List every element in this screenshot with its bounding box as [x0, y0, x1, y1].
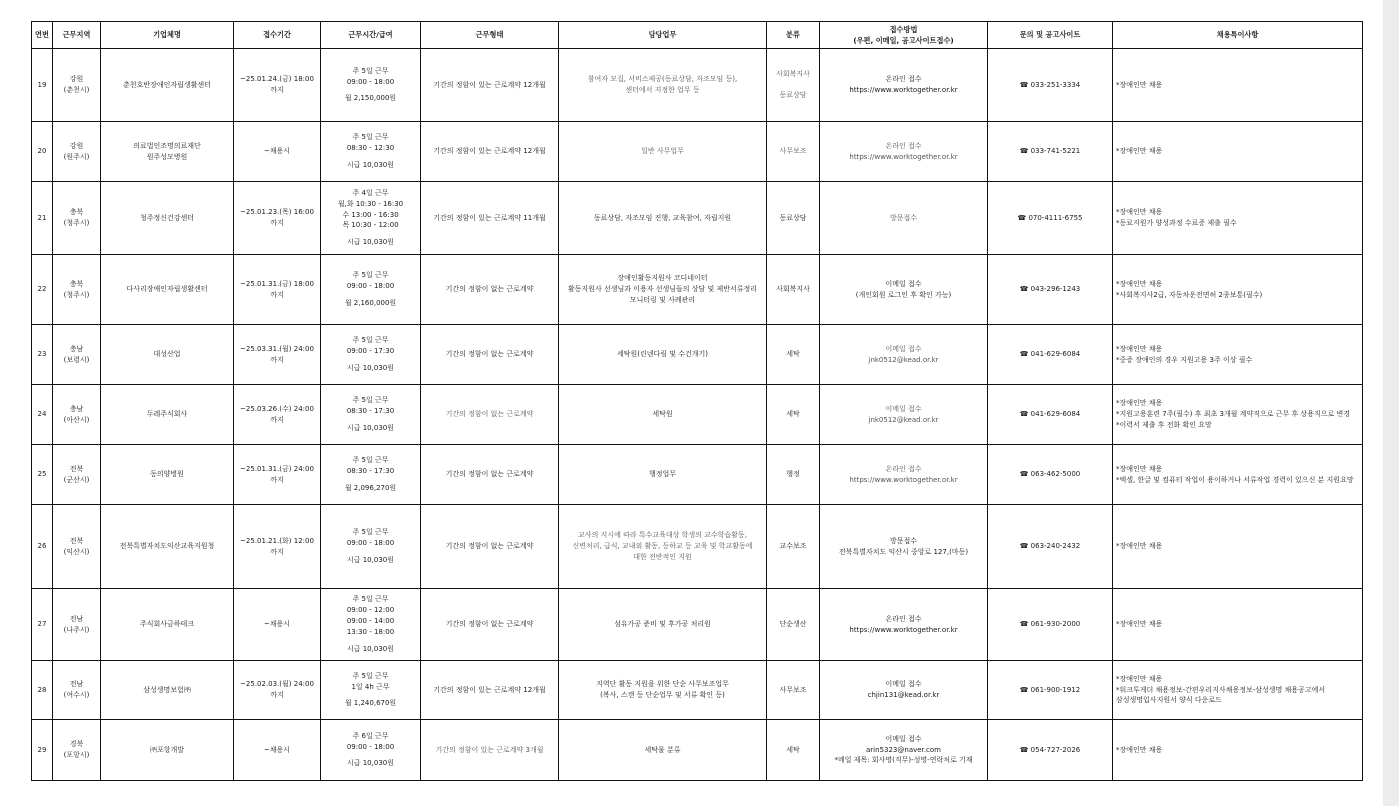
- cell-category: 세탁: [767, 325, 820, 385]
- cell-hours-pay: [321, 255, 421, 325]
- cell-company: 의료법인조명의료재단 원주성모병원: [101, 122, 234, 182]
- cell-no: 28: [32, 661, 53, 720]
- cell-method: 이메일 접수 (개인회원 로그인 후 확인 가능): [820, 255, 988, 325]
- job-listing-table: [31, 21, 1363, 781]
- cell-type: 기간의 정함이 있는 근로계약 11개월: [421, 182, 559, 255]
- pay-text: 시급 10,030원: [346, 363, 394, 372]
- hours-text: 주 5일 근무 09:00 - 18:00: [346, 271, 395, 291]
- cell-contact: ☎ 041-629-6084: [988, 385, 1113, 445]
- cell-duty: 섬유가공 준비 및 후가공 처리원: [559, 589, 767, 661]
- table-row: [32, 182, 1363, 255]
- header-no: 연번: [32, 22, 53, 49]
- cell-notes: *장애인만 채용: [1113, 122, 1363, 182]
- cell-category: 교수보조: [767, 505, 820, 589]
- header-period: 접수기간: [234, 22, 321, 49]
- hours-text: 주 5일 근무 08:30 - 17:30: [346, 456, 395, 476]
- cell-no: 25: [32, 445, 53, 505]
- cell-period: ~채용시: [234, 122, 321, 182]
- table-row: [32, 661, 1363, 720]
- cell-no: 20: [32, 122, 53, 182]
- cell-contact: ☎ 061-930-2000: [988, 589, 1113, 661]
- cell-category: 사회복지사 동료상담: [767, 49, 820, 122]
- cell-hours-pay: [321, 49, 421, 122]
- cell-hours-pay: [321, 122, 421, 182]
- cell-contact: ☎ 033-741-5221: [988, 122, 1113, 182]
- cell-notes: *장애인만 채용 *엑셀, 한글 및 컴퓨터 작업이 용이하거나 서류작업 경력이 있으신 분 지원요망: [1113, 445, 1363, 505]
- table-row: [32, 385, 1363, 445]
- cell-notes: *장애인만 채용 *중증 장애인의 경우 지원고용 3주 이상 필수: [1113, 325, 1363, 385]
- cell-company: ㈜포항개발: [101, 720, 234, 781]
- cell-method: 온라인 접수 https://www.worktogether.or.kr: [820, 122, 988, 182]
- cell-no: 24: [32, 385, 53, 445]
- cell-type: 기간의 정함이 없는 근로계약: [421, 255, 559, 325]
- pay-text: 시급 10,030원: [346, 759, 394, 768]
- pay-text: 시급 10,030원: [346, 555, 394, 564]
- table-row: [32, 255, 1363, 325]
- table-row: [32, 49, 1363, 122]
- header-company: 기업체명: [101, 22, 234, 49]
- cell-category: 사무보조: [767, 661, 820, 720]
- cell-period: ~채용시: [234, 720, 321, 781]
- cell-company: 삼성생명보험㈜: [101, 661, 234, 720]
- cell-method: 이메일 접수 jnk0512@kead.or.kr: [820, 385, 988, 445]
- cell-method: 이메일 접수 arin5323@naver.com *메일 제목: 회사명(직무)-성명-연락처로 기재: [820, 720, 988, 781]
- cell-no: 19: [32, 49, 53, 122]
- cell-contact: ☎ 070-4111-6755: [988, 182, 1113, 255]
- cell-type: 기간의 정함이 있는 근로계약 12개월: [421, 661, 559, 720]
- cell-region: 충북 (청주시): [53, 182, 101, 255]
- cell-contact: ☎ 063-462-5000: [988, 445, 1113, 505]
- cell-duty: 장애인활동지원사 코디네이터 활동지원사 선생님과 이용자 선생님들의 상담 및 제반서류정리 모니터링 및 사례관리: [559, 255, 767, 325]
- cell-region: 전남 (여수시): [53, 661, 101, 720]
- cell-period: ~채용시: [234, 589, 321, 661]
- table-row: [32, 122, 1363, 182]
- cell-contact: ☎ 041-629-6084: [988, 325, 1113, 385]
- cell-notes: *장애인만 채용: [1113, 505, 1363, 589]
- cell-method: 이메일 접수 chjin131@kead.or.kr: [820, 661, 988, 720]
- cell-duty: 참여자 모집, 서비스제공(동료상담, 자조모임 등), 센터에서 지정한 업무 등: [559, 49, 767, 122]
- cell-company: 두레주식회사: [101, 385, 234, 445]
- cell-hours-pay: [321, 182, 421, 255]
- cell-company: 동의양병원: [101, 445, 234, 505]
- header-category: 분류: [767, 22, 820, 49]
- cell-category: 세탁: [767, 385, 820, 445]
- cell-region: 경북 (포항시): [53, 720, 101, 781]
- cell-duty: 일반 사무업무: [559, 122, 767, 182]
- cell-notes: *장애인만 채용 *사회복지사2급, 자동차운전면허 2종보통(필수): [1113, 255, 1363, 325]
- cell-contact: ☎ 063-240-2432: [988, 505, 1113, 589]
- cell-duty: 교사의 지시에 따라 특수교육대상 학생의 교수학습활동, 신변처리, 급식, 교내외 활동, 등하교 등 교육 및 학교활동에 대한 전반적인 지원: [559, 505, 767, 589]
- cell-region: 전북 (익산시): [53, 505, 101, 589]
- cell-region: 전북 (군산시): [53, 445, 101, 505]
- header-contact: 문의 및 공고사이트: [988, 22, 1113, 49]
- cell-type: 기간의 정함이 없는 근로계약: [421, 325, 559, 385]
- cell-notes: *장애인만 채용: [1113, 720, 1363, 781]
- cell-type: 기간의 정함이 없는 근로계약: [421, 445, 559, 505]
- cell-period: ~25.01.24.(금) 18:00까지: [234, 49, 321, 122]
- table-row: [32, 325, 1363, 385]
- cell-contact: ☎ 061-900-1912: [988, 661, 1113, 720]
- cell-duty: 세탁원: [559, 385, 767, 445]
- cell-company: 춘천호반장애인자립생활센터: [101, 49, 234, 122]
- cell-notes: *장애인만 채용: [1113, 589, 1363, 661]
- cell-region: 전남 (나주시): [53, 589, 101, 661]
- cell-period: ~25.01.23.(목) 16:00까지: [234, 182, 321, 255]
- cell-no: 21: [32, 182, 53, 255]
- cell-period: ~25.01.21.(화) 12:00까지: [234, 505, 321, 589]
- cell-company: 전북특별자치도익산교육지원청: [101, 505, 234, 589]
- hours-text: 주 4일 근무 월,화 10:30 - 16:30 수 13:00 - 16:30 목 10:30 - 12:00: [337, 188, 404, 230]
- cell-type: 기간의 정함이 없는 근로계약: [421, 589, 559, 661]
- cell-type: 기간의 정함이 없는 근로계약: [421, 505, 559, 589]
- cell-period: ~25.01.31.(금) 24:00까지: [234, 445, 321, 505]
- table-row: [32, 445, 1363, 505]
- cell-duty: 동료상담, 자조모임 진행, 교육참여, 자립지원: [559, 182, 767, 255]
- cell-period: ~25.03.26.(수) 24:00까지: [234, 385, 321, 445]
- cell-category: 행정: [767, 445, 820, 505]
- cell-method: 온라인 접수 https://www.worktogether.or.kr: [820, 445, 988, 505]
- cell-region: 충남 (아산시): [53, 385, 101, 445]
- hours-text: 주 5일 근무 08:30 - 17:30: [346, 396, 395, 416]
- cell-no: 23: [32, 325, 53, 385]
- table-header-row: [32, 22, 1363, 49]
- cell-notes: *장애인만 채용: [1113, 49, 1363, 122]
- cell-notes: *장애인만 채용 *동료지원가 양성과정 수료증 제출 필수: [1113, 182, 1363, 255]
- cell-company: 대성산업: [101, 325, 234, 385]
- cell-company: 주식회사금하테크: [101, 589, 234, 661]
- cell-duty: 지역단 활동 지원을 위한 단순 사무보조업무 (복사, 스캔 등 단순업무 및 서류 확인 등): [559, 661, 767, 720]
- cell-period: ~25.03.31.(월) 24:00까지: [234, 325, 321, 385]
- cell-contact: ☎ 043-296-1243: [988, 255, 1113, 325]
- cell-no: 26: [32, 505, 53, 589]
- cell-region: 충남 (보령시): [53, 325, 101, 385]
- header-hours-pay: 근무시간/급여: [321, 22, 421, 49]
- hours-text: 주 5일 근무 09:00 - 17:30: [346, 336, 395, 356]
- cell-contact: ☎ 033-251-3334: [988, 49, 1113, 122]
- cell-type: 기간의 정함이 있는 근로계약 12개월: [421, 49, 559, 122]
- cell-hours-pay: [321, 325, 421, 385]
- cell-method: 방문접수: [820, 182, 988, 255]
- hours-text: 주 5일 근무 09:00 - 18:00: [346, 528, 395, 548]
- pay-text: 월 2,150,000원: [344, 94, 397, 103]
- cell-type: 기간의 정함이 있는 근로계약 3개월: [421, 720, 559, 781]
- cell-region: 충북 (청주시): [53, 255, 101, 325]
- cell-company: 다사리장애인자립생활센터: [101, 255, 234, 325]
- header-method: 접수방법 (우편, 이메일, 공고사이트접수): [820, 22, 988, 49]
- cell-category: 사회복지사: [767, 255, 820, 325]
- table-row: [32, 720, 1363, 781]
- pay-text: 시급 10,030원: [346, 644, 394, 653]
- header-notes: 채용특이사항: [1113, 22, 1363, 49]
- pay-text: 시급 10,030원: [346, 160, 394, 169]
- cell-contact: ☎ 054-727-2026: [988, 720, 1113, 781]
- cell-method: 방문접수 전북특별자치도 익산시 중앙로 127,(마동): [820, 505, 988, 589]
- pay-text: 월 2,160,000원: [344, 298, 397, 307]
- cell-duty: 행정업무: [559, 445, 767, 505]
- cell-hours-pay: [321, 720, 421, 781]
- pay-text: 시급 10,030원: [346, 238, 394, 247]
- header-employment-type: 근무형태: [421, 22, 559, 49]
- cell-category: 세탁: [767, 720, 820, 781]
- cell-type: 기간의 정함이 있는 근로계약 12개월: [421, 122, 559, 182]
- cell-method: 온라인 접수 https://www.worktogether.or.kr: [820, 49, 988, 122]
- cell-region: 강원 (원주시): [53, 122, 101, 182]
- hours-text: 주 5일 근무 08:30 - 12:30: [346, 133, 395, 153]
- cell-no: 27: [32, 589, 53, 661]
- cell-no: 22: [32, 255, 53, 325]
- cell-category: 단순생산: [767, 589, 820, 661]
- cell-company: 청주정신건강센터: [101, 182, 234, 255]
- header-duty: 담당업무: [559, 22, 767, 49]
- cell-notes: *장애인만 채용 *지원고용훈련 7주(필수) 후 최초 3개월 계약직으로 근무 후 상용직으로 변경 *이력서 제출 후 전화 확인 요망: [1113, 385, 1363, 445]
- header-region: 근무지역: [53, 22, 101, 49]
- cell-hours-pay: [321, 589, 421, 661]
- cell-period: ~25.02.03.(월) 24:00까지: [234, 661, 321, 720]
- cell-method: 온라인 접수 https://www.worktogether.or.kr: [820, 589, 988, 661]
- cell-duty: 세탁원(린넨다림 및 수건개기): [559, 325, 767, 385]
- pay-text: 시급 10,030원: [346, 423, 394, 432]
- cell-hours-pay: [321, 445, 421, 505]
- pay-text: 월 1,240,670원: [344, 699, 397, 708]
- table-row: [32, 589, 1363, 661]
- hours-text: 주 5일 근무 09:00 - 18:00: [346, 66, 395, 86]
- cell-notes: *장애인만 채용 *워크투게더 채용정보-간편우리지사채용정보-삼성생명 채용공고에서 삼성생명입사지원서 양식 다운로드: [1113, 661, 1363, 720]
- table-row: [32, 505, 1363, 589]
- cell-no: 29: [32, 720, 53, 781]
- cell-duty: 세탁물 분류: [559, 720, 767, 781]
- cell-method: 이메일 접수 jnk0512@kead.or.kr: [820, 325, 988, 385]
- cell-period: ~25.01.31.(금) 18:00까지: [234, 255, 321, 325]
- hours-text: 주 5일 근무 1일 4h 근무: [351, 671, 390, 691]
- cell-category: 사무보조: [767, 122, 820, 182]
- cell-hours-pay: [321, 661, 421, 720]
- hours-text: 주 6일 근무 09:00 - 18:00: [346, 731, 395, 751]
- cell-hours-pay: [321, 385, 421, 445]
- hours-text: 주 5일 근무 09:00 - 12:00 09:00 - 14:00 13:30 - 18:00: [346, 595, 395, 636]
- cell-hours-pay: [321, 505, 421, 589]
- cell-category: 동료상담: [767, 182, 820, 255]
- cell-region: 강원 (춘천시): [53, 49, 101, 122]
- pay-text: 월 2,096,270원: [344, 483, 397, 492]
- cell-type: 기간의 정함이 없는 근로계약: [421, 385, 559, 445]
